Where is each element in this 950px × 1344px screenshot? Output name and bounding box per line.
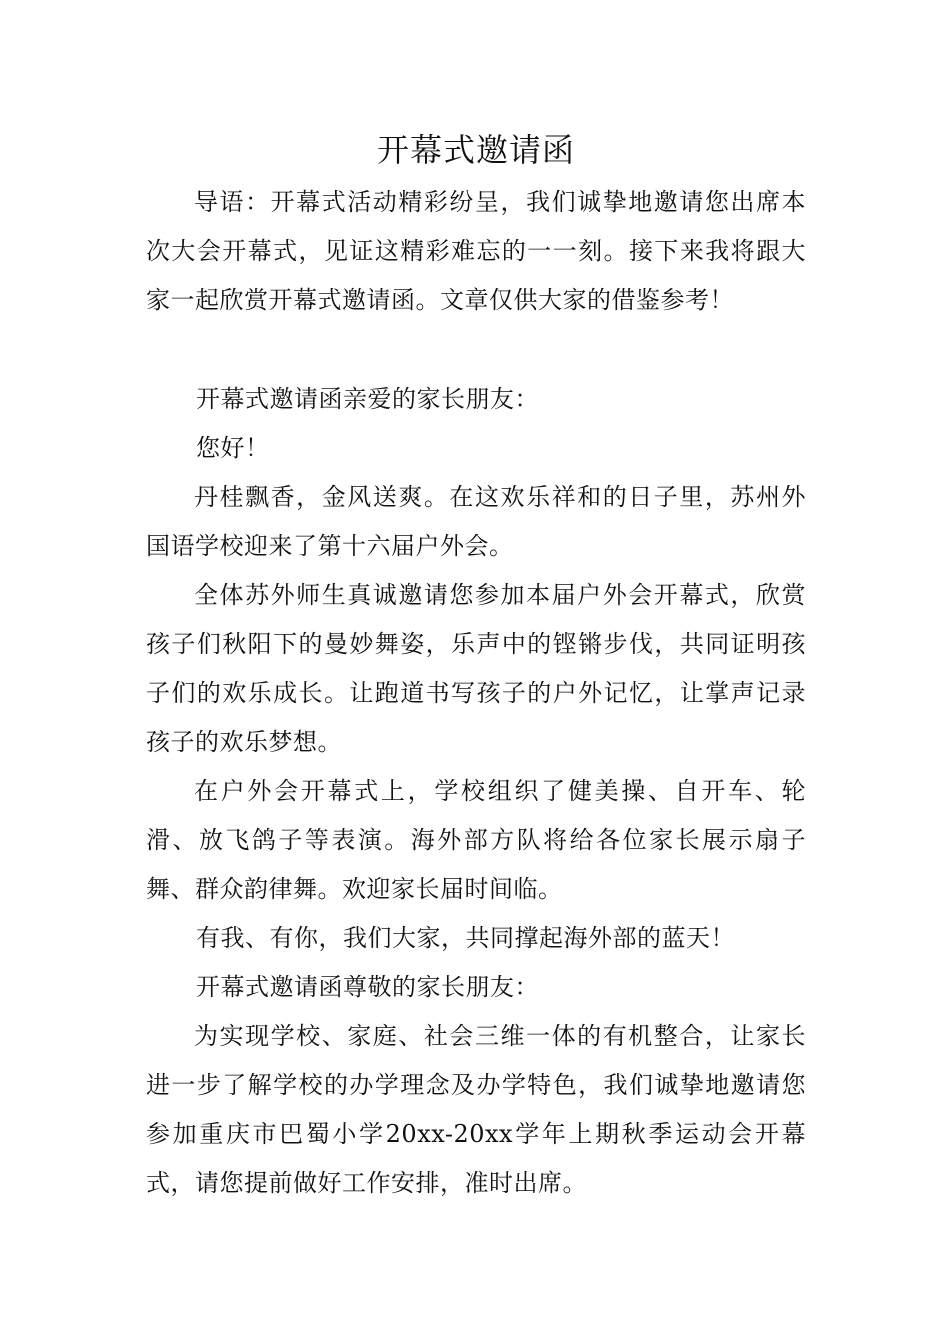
document-title: 开幕式邀请函 [376, 131, 575, 169]
salutation-2: 开幕式邀请函尊敬的家长朋友： [196, 973, 539, 1001]
body-paragraph-2: 全体苏外师生真诚邀请您参加本届户外会开幕式，欣赏孩子们秋阳下的曼妙舞姿，乐声中的铿锵步伐，共同证明孩子们的欢乐成长。让跑道书写孩子的户外记忆，让掌声记录孩子的欢乐梦想。 [146, 581, 806, 756]
intro-paragraph: 导语：开幕式活动精彩纷呈，我们诚挚地邀请您出席本次大会开幕式，见证这精彩难忘的一一刻。接下来我将跟大家一起欣赏开幕式邀请函。文章仅供大家的借鉴参考！ [146, 188, 806, 314]
section-spacer [146, 325, 806, 375]
salutation-1: 开幕式邀请函亲爱的家长朋友： [196, 385, 539, 413]
document-page [146, 128, 806, 1208]
body-paragraph-1: 丹桂飘香，金风送爽。在这欢乐祥和的日子里，苏州外国语学校迎来了第十六届户外会。 [146, 483, 806, 560]
greeting: 您好！ [196, 434, 270, 462]
body-paragraph-5: 为实现学校、家庭、社会三维一体的有机整合，让家长进一步了解学校的办学理念及办学特色，我们诚挚地邀请您参加重庆市巴蜀小学20xx-20xx学年上期秋季运动会开幕式，请您提前做好工作安排，准时出席。 [146, 1022, 806, 1197]
body-paragraph-3: 在户外会开幕式上，学校组织了健美操、自开车、轮滑、放飞鸽子等表演。海外部方队将给各位家长展示扇子舞、群众韵律舞。欢迎家长届时间临。 [146, 777, 806, 903]
body-paragraph-4: 有我、有你，我们大家，共同撑起海外部的蓝天！ [196, 924, 735, 952]
